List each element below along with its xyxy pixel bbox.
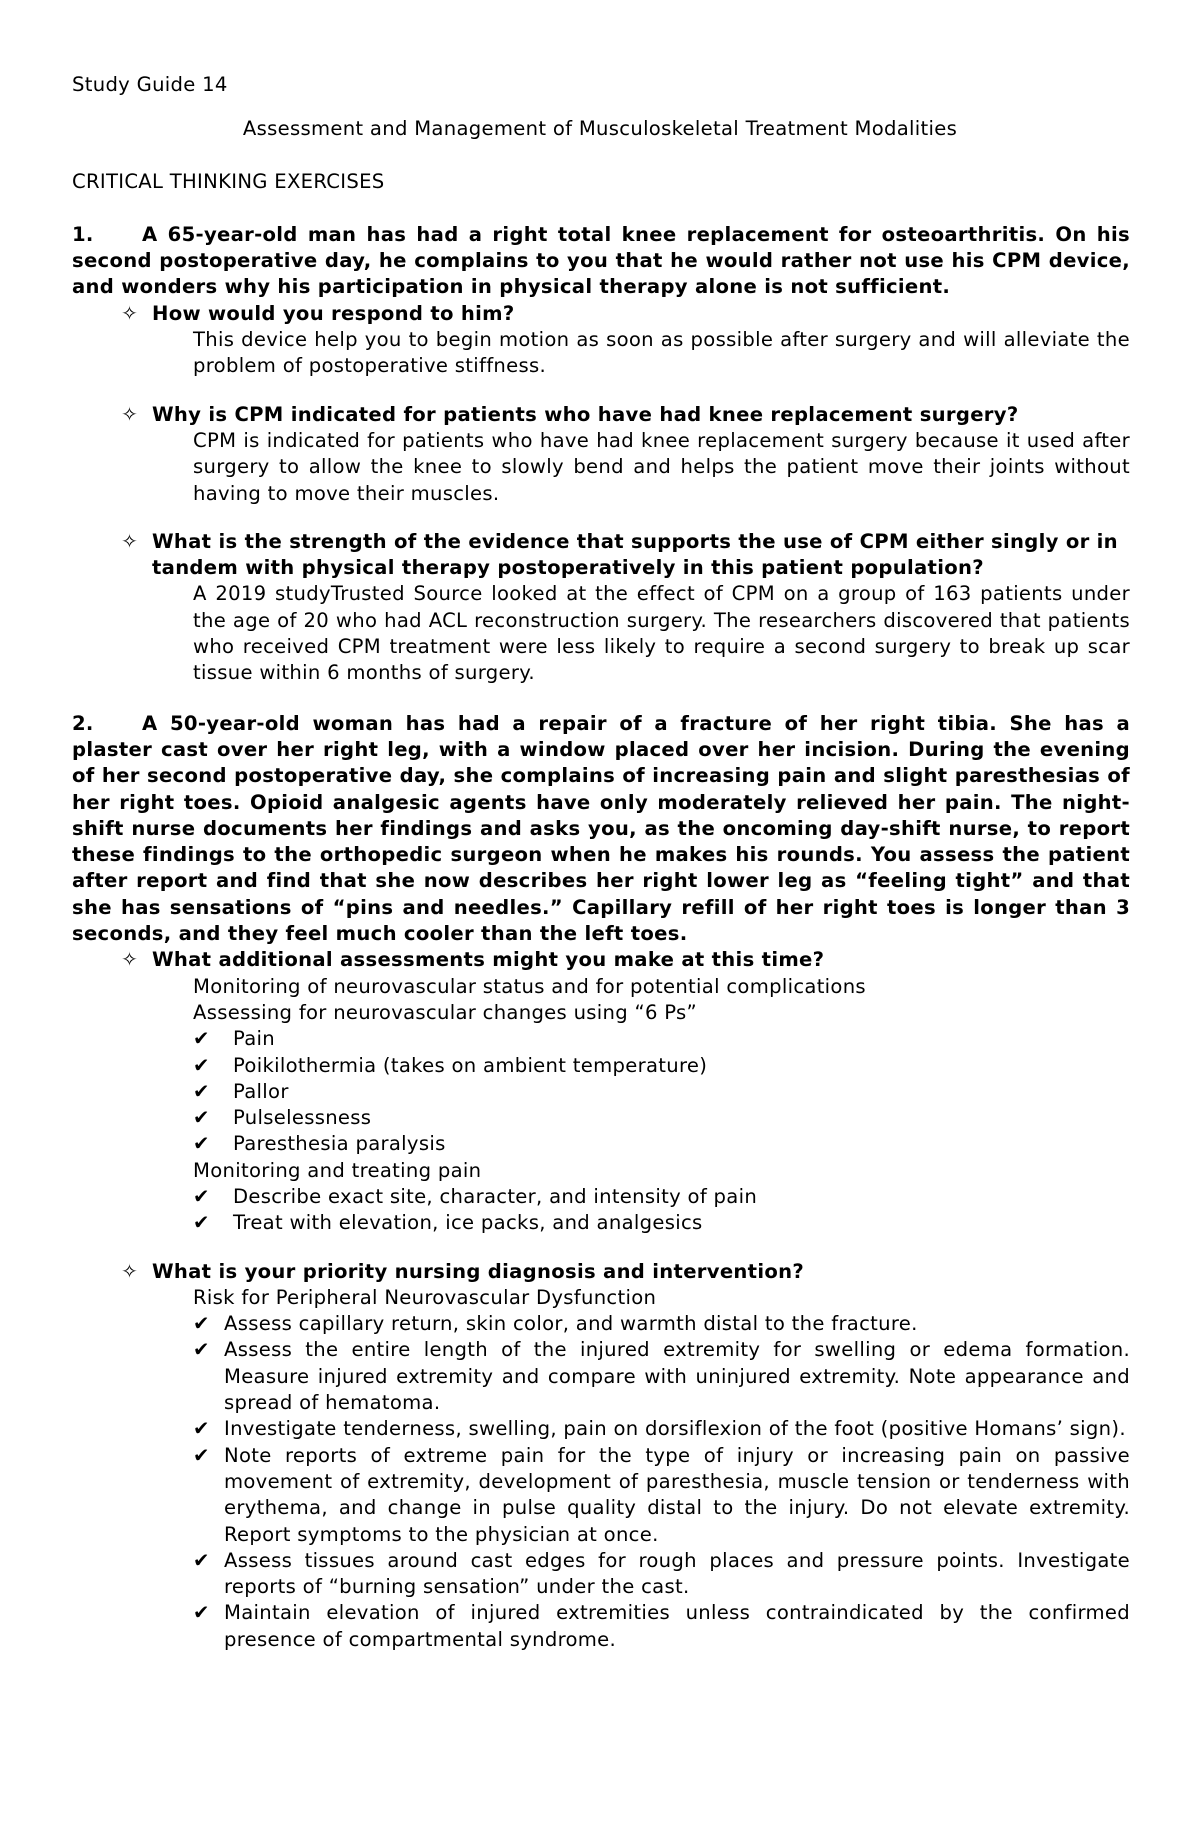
- list-item: [193, 1311, 1130, 1337]
- document-title: Assessment and Management of Musculoskeletal Treatment Modalities: [242, 117, 958, 141]
- check-mark-icon: ✔: [193, 1443, 210, 1467]
- answer-text: This device help you to begin motion as soon as possible after surgery and will alleviate the problem of postoperative stiffness.: [193, 328, 1130, 378]
- list-item: [193, 1600, 1130, 1653]
- list-item: [193, 1548, 1130, 1601]
- check-mark-icon: ✔: [193, 1027, 210, 1051]
- list-item-text: Note reports of extreme pain for the type of injury or increasing pain on passive movement of extremity, development of paresthesia, muscle tension or tenderness with erythema, and change in pulse quality distal to the injury. Do not elevate extremity. Report symptoms to the physician at once.: [224, 1443, 1130, 1546]
- list-item-text: Maintain elevation of injured extremities unless contraindicated by the confirmed presence of compartmental syndrome.: [224, 1601, 1130, 1651]
- case-1-question-2: [72, 402, 1130, 428]
- answer-line: Monitoring and treating pain: [193, 1158, 482, 1182]
- diamond-bullet-icon: ✧: [121, 1259, 138, 1283]
- list-item-text: Assess the entire length of the injured extremity for swelling or edema formation. Measure injured extremity and compare with uninjured extremity. Note appearance and spread of hematoma.: [224, 1338, 1130, 1415]
- diamond-bullet-icon: ✧: [121, 948, 138, 972]
- case-1-number: 1.: [72, 222, 94, 246]
- list-item-text: Poikilothermia (takes on ambient temperature): [233, 1053, 708, 1077]
- list-item-text: Assess capillary return, skin color, and warmth distal to the fracture.: [224, 1312, 918, 1336]
- diamond-bullet-icon: ✧: [121, 301, 138, 325]
- case-2-number: 2.: [72, 711, 94, 735]
- question-text: What is the strength of the evidence that supports the use of CPM either singly or in tandem with physical therapy postoperatively in this patient population?: [152, 529, 1118, 580]
- list-item-text: Describe exact site, character, and intensity of pain: [233, 1184, 758, 1208]
- check-mark-icon: ✔: [193, 1338, 210, 1362]
- answer-line: Monitoring of neurovascular status and for potential complications: [193, 974, 866, 998]
- list-item-text: Pallor: [233, 1079, 289, 1103]
- case-2-question-1: [72, 947, 1130, 973]
- check-mark-icon: ✔: [193, 1601, 210, 1625]
- list-item: [193, 1105, 1130, 1131]
- case-1-stem: [72, 222, 1130, 301]
- list-item-text: Pain: [233, 1027, 276, 1051]
- nursing-diagnosis: Risk for Peripheral Neurovascular Dysfunction: [193, 1285, 657, 1309]
- check-mark-icon: ✔: [193, 1053, 210, 1077]
- answer-line: Assessing for neurovascular changes using “6 Ps”: [193, 1000, 698, 1024]
- question-text: How would you respond to him?: [152, 301, 515, 325]
- list-item-text: Investigate tenderness, swelling, pain on dorsiflexion of the foot (positive Homans’ sign).: [224, 1417, 1126, 1441]
- case-1-stem-text: A 65-year-old man has had a right total knee replacement for osteoarthritis. On his second postoperative day, he complains to you that he would rather not use his CPM device, and wonders why his participation in physical therapy alone is not sufficient.: [72, 222, 1130, 299]
- list-item: [193, 1079, 1130, 1105]
- list-item: [193, 1053, 1130, 1079]
- check-mark-icon: ✔: [193, 1548, 210, 1572]
- list-item: [193, 1443, 1130, 1548]
- case-2-stem: [72, 711, 1130, 948]
- case-2: [72, 711, 1130, 1653]
- list-item-text: Paresthesia paralysis: [233, 1132, 446, 1156]
- list-item: [193, 1184, 1130, 1210]
- check-mark-icon: ✔: [193, 1211, 210, 1235]
- list-item-text: Pulselessness: [233, 1106, 372, 1130]
- list-item: [193, 1337, 1130, 1416]
- assessment-answer: [72, 974, 1130, 1237]
- case-2-stem-text: A 50-year-old woman has had a repair of a fracture of her right tibia. She has a plaster cast over her right leg, with a window placed over her incision. During the evening of her second postoperative day, she complains of increasing pain and slight paresthesias of her right toes. Opioid analgesic agents have only moderately relieved her pain. The night-shift nurse documents her findings and asks you, as the oncoming day-shift nurse, to report these findings to the orthopedic surgeon when he makes his rounds. You assess the patient after report and find that she now describes her right lower leg as “feeling tight” and that she has sensations of “pins and needles.” Capillary refill of her right toes is longer than 3 seconds, and they feel much cooler than the left toes.: [72, 711, 1130, 946]
- check-mark-icon: ✔: [193, 1417, 210, 1441]
- case-1-question-3: [72, 529, 1130, 582]
- list-item: [193, 1416, 1130, 1442]
- case-1: [72, 222, 1130, 687]
- check-mark-icon: ✔: [193, 1132, 210, 1156]
- section-heading: CRITICAL THINKING EXERCISES: [72, 169, 385, 193]
- list-item: [193, 1131, 1130, 1157]
- case-2-question-2: [72, 1259, 1130, 1285]
- list-item-text: Treat with elevation, ice packs, and analgesics: [233, 1211, 703, 1235]
- check-mark-icon: ✔: [193, 1184, 210, 1208]
- check-mark-icon: ✔: [193, 1106, 210, 1130]
- list-item: [193, 1210, 1130, 1236]
- answer-text: A 2019 studyTrusted Source looked at the effect of CPM on a group of 163 patients under the age of 20 who had ACL reconstruction surgery. The researchers discovered that patients who received CPM treatment were less likely to require a second surgery to break up scar tissue within 6 months of surgery.: [193, 582, 1130, 685]
- diamond-bullet-icon: ✧: [121, 529, 138, 553]
- list-item-text: Assess tissues around cast edges for rough places and pressure points. Investigate reports of “burning sensation” under the cast.: [224, 1548, 1130, 1599]
- diamond-bullet-icon: ✧: [121, 402, 138, 426]
- list-item: [193, 1026, 1130, 1052]
- check-mark-icon: ✔: [193, 1312, 210, 1336]
- check-mark-icon: ✔: [193, 1079, 210, 1103]
- diagnosis-answer: [72, 1285, 1130, 1653]
- study-guide-number: Study Guide 14: [72, 73, 228, 96]
- question-text: What additional assessments might you make at this time?: [152, 948, 825, 972]
- case-1-question-1: [72, 301, 1130, 327]
- answer-text: CPM is indicated for patients who have had knee replacement surgery because it used after surgery to allow the knee to slowly bend and helps the patient move their joints without having to move their muscles.: [193, 428, 1130, 505]
- question-text: What is your priority nursing diagnosis and intervention?: [152, 1259, 805, 1283]
- question-text: Why is CPM indicated for patients who have had knee replacement surgery?: [152, 402, 1019, 426]
